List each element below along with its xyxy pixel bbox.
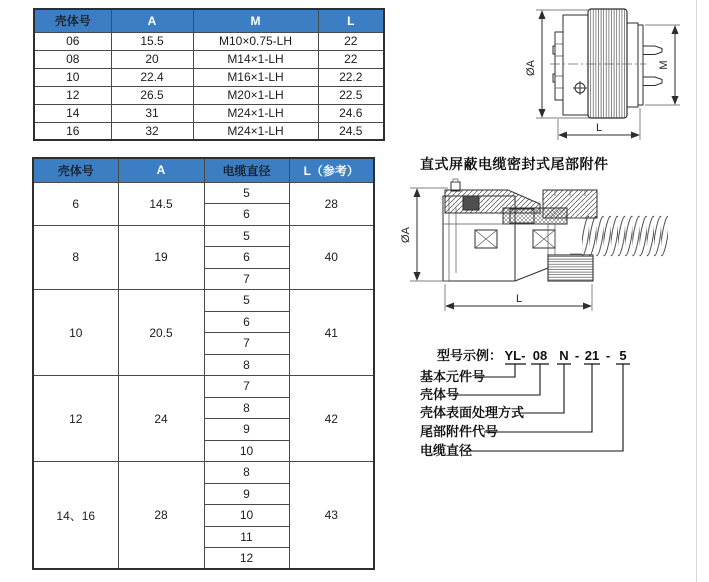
cell: 14 — [34, 104, 111, 122]
model-labels — [420, 369, 524, 458]
cell-cable: 9 — [204, 483, 289, 505]
table-row — [33, 290, 374, 312]
cell-shell: 10 — [33, 290, 118, 376]
cable-seal-section-drawing — [400, 178, 700, 318]
cell-a: 28 — [118, 462, 204, 570]
table-row — [33, 182, 374, 204]
table-row — [34, 122, 384, 140]
code-dash: - — [605, 348, 611, 363]
cell: 16 — [34, 122, 111, 140]
cell-shell: 6 — [33, 182, 118, 225]
cell-a: 20.5 — [118, 290, 204, 376]
thread-dimension-table — [33, 8, 385, 141]
table-row — [33, 225, 374, 247]
table-header-row — [33, 158, 374, 182]
code-tail-accessory: 21 — [584, 348, 600, 363]
gland-body — [443, 179, 668, 281]
cell: 06 — [34, 32, 111, 50]
cell-cable: 10 — [204, 505, 289, 527]
cell-cable: 8 — [204, 397, 289, 419]
table-header-row — [34, 9, 384, 32]
dim-label-l: L — [515, 293, 523, 305]
code-basic-element: YL- — [504, 348, 526, 363]
cell: 22.5 — [318, 86, 384, 104]
code-surface-treatment: N — [559, 348, 569, 363]
table-row — [34, 104, 384, 122]
cell: 15.5 — [111, 32, 193, 50]
cell: M16×1-LH — [193, 68, 318, 86]
table-row — [34, 86, 384, 104]
column-header-cable-diameter: 电缆直径 — [204, 158, 289, 182]
cable-diameter-table — [32, 157, 375, 570]
column-header-a: A — [118, 158, 204, 182]
table-row — [34, 50, 384, 68]
cell-l: 42 — [289, 376, 374, 462]
cell-cable: 7 — [204, 376, 289, 398]
model-example-title: 型号示例： — [437, 348, 503, 363]
label-tail-accessory: 尾部附件代号 — [420, 424, 499, 439]
cell-cable: 10 — [204, 440, 289, 462]
cell: 12 — [34, 86, 111, 104]
code-dash: - — [574, 348, 580, 363]
cell: 24.6 — [318, 104, 384, 122]
cell-cable: 8 — [204, 354, 289, 376]
cell: 26.5 — [111, 86, 193, 104]
cell: 22 — [318, 50, 384, 68]
cell: 22.2 — [318, 68, 384, 86]
cell-cable: 5 — [204, 225, 289, 247]
cell: M14×1-LH — [193, 50, 318, 68]
table-row — [34, 68, 384, 86]
column-header-l: L — [318, 9, 384, 32]
cell: M24×1-LH — [193, 104, 318, 122]
cell: 20 — [111, 50, 193, 68]
dimension-l — [445, 284, 592, 311]
cell-cable: 12 — [204, 548, 289, 570]
cell-cable: 7 — [204, 333, 289, 355]
column-header-a: A — [111, 9, 193, 32]
dimension-m — [645, 25, 680, 105]
table-row — [33, 376, 374, 398]
dim-label-l: L — [595, 122, 603, 134]
cell: M20×1-LH — [193, 86, 318, 104]
model-example-diagram — [400, 338, 680, 468]
cell-l: 43 — [289, 462, 374, 570]
cell: 31 — [111, 104, 193, 122]
cell-cable: 6 — [204, 247, 289, 269]
cell-a: 24 — [118, 376, 204, 462]
cell-cable: 7 — [204, 268, 289, 290]
label-shell-number: 壳体号 — [420, 387, 460, 402]
dimension-diameter-a — [400, 188, 448, 281]
label-surface-treatment: 壳体表面处理方式 — [420, 405, 525, 420]
cell: 08 — [34, 50, 111, 68]
column-header-shell: 壳体号 — [34, 9, 111, 32]
cell: M24×1-LH — [193, 122, 318, 140]
table-row — [33, 462, 374, 484]
label-basic-element: 基本元件号 — [420, 369, 486, 384]
table-row — [34, 32, 384, 50]
cell-a: 14.5 — [118, 182, 204, 225]
code-cable-diameter: 5 — [619, 348, 627, 363]
cell-l: 41 — [289, 290, 374, 376]
cell-l: 40 — [289, 225, 374, 290]
cell-a: 19 — [118, 225, 204, 290]
connector-side-view-drawing — [520, 0, 709, 150]
cell-cable: 6 — [204, 204, 289, 226]
cell-cable: 8 — [204, 462, 289, 484]
cell-shell: 8 — [33, 225, 118, 290]
column-header-l-ref: L（参考） — [289, 158, 374, 182]
cell: 24.5 — [318, 122, 384, 140]
column-header-shell: 壳体号 — [33, 158, 118, 182]
label-cable-diameter: 电缆直径 — [420, 443, 473, 458]
cell-cable: 5 — [204, 290, 289, 312]
dim-label-diameter-a: ØA — [400, 227, 412, 243]
cell: 10 — [34, 68, 111, 86]
section-caption: 直式屏蔽电缆密封式尾部附件 — [420, 156, 609, 172]
cell-l: 28 — [289, 182, 374, 225]
cell: 32 — [111, 122, 193, 140]
model-code-line — [437, 348, 630, 364]
dim-label-m: M — [658, 60, 670, 70]
dim-label-diameter-a: ØA — [525, 60, 537, 76]
code-shell-number: 08 — [532, 348, 548, 363]
cell-cable: 5 — [204, 182, 289, 204]
cell: 22.4 — [111, 68, 193, 86]
cell-shell: 14、16 — [33, 462, 118, 570]
cell-cable: 6 — [204, 311, 289, 333]
cell: M10×0.75-LH — [193, 32, 318, 50]
column-header-m: M — [193, 9, 318, 32]
cell-cable: 9 — [204, 419, 289, 441]
scan-page-edge — [696, 0, 697, 582]
cell-cable: 11 — [204, 526, 289, 548]
cell-shell: 12 — [33, 376, 118, 462]
cell: 22 — [318, 32, 384, 50]
